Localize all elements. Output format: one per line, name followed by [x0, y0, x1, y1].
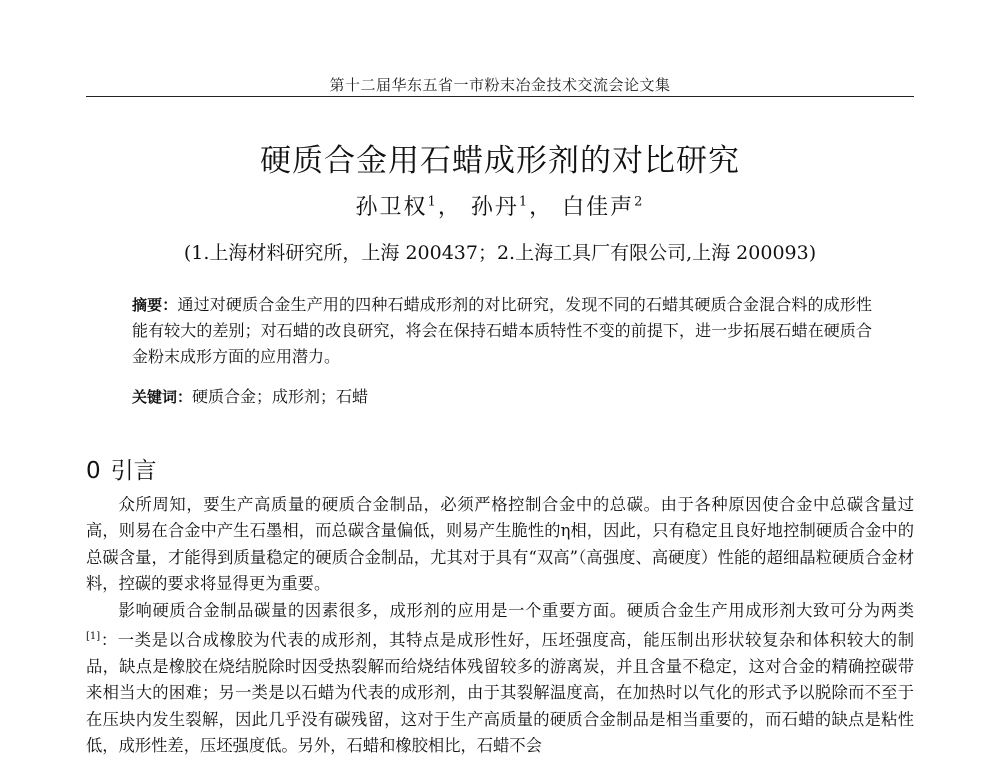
paragraph — [86, 598, 914, 760]
affiliation: (1.上海材料研究所，上海 200437；2.上海工具厂有限公司,上海 200093) — [183, 242, 817, 264]
citation-ref: [1] — [86, 631, 101, 643]
abstract-text: 通过对硬质合金生产用的四种石蜡成形剂的对比研究，发现不同的石蜡其硬质合金混合料的成形性能有较大的差别；对石蜡的改良研究，将会在保持石蜡本质特性不变的前提下，进一步拓展石蜡在硬质合金粉末成形方面的应用潜力。 — [132, 295, 872, 366]
section-heading — [86, 452, 157, 485]
abstract — [132, 292, 872, 370]
author-separator: ， — [437, 195, 462, 220]
author-name: 孙丹 — [470, 195, 519, 220]
author-list — [0, 190, 1000, 221]
paragraph-text: ：一类是以合成橡胶为代表的成形剂，其特点是成形性好，压坯强度高，能压制出形状较复杂和体积较大的制品，缺点是橡胶在烧结脱除时因受热裂解而给烧结体残留较多的游离炭，并且含量不稳定，这对合金的精确控碳带来相当大的困难；另一类是以石蜡为代表的成形剂，由于其裂解温度高，在加热时以气化的形式予以脱除而不至于在压块内发生裂解，因此几乎没有碳残留，这对于生产高质量的硬质合金制品是相当重要的，而石蜡的缺点是粘性低，成形性差，压坯强度低。另外，石蜡和橡胶相比，石蜡不会 — [86, 630, 914, 756]
running-header: 第十二届华东五省一市粉末冶金技术交流会论文集 — [329, 76, 671, 94]
section-title: 引言 — [110, 458, 157, 484]
header-rule — [86, 96, 914, 97]
keywords-label: 关键词： — [132, 388, 193, 406]
keywords-text: 硬质合金；成形剂；石蜡 — [192, 387, 369, 406]
paper-title: 硬质合金用石蜡成形剂的对比研究 — [260, 143, 740, 179]
paragraph: 众所周知，要生产高质量的硬质合金制品，必须严格控制合金中的总碳。由于各种原因使合金中总碳含量过高，则易在合金中产生石墨相，而总碳含量偏低，则易产生脆性的η相，因此，只有稳定且良好地控制硬质合金中的总碳含量，才能得到质量稳定的硬质合金制品，尤其对于具有“双高”（高强度、高硬度）性能的超细晶粒硬质合金材料，控碳的要求将显得更为重要。 — [86, 495, 914, 594]
section-number: 0 — [86, 458, 101, 484]
author-name: 孙卫权 — [355, 195, 428, 220]
paragraph-text: 影响硬质合金制品碳量的因素很多，成形剂的应用是一个重要方面。硬质合金生产用成形剂大致可分为两类 — [118, 600, 914, 620]
author-affil-mark: 1 — [427, 194, 438, 210]
author-affil-mark: 1 — [518, 194, 530, 210]
abstract-label: 摘要： — [132, 296, 178, 314]
body-text — [86, 492, 914, 759]
author-affil-mark: 2 — [634, 194, 645, 210]
keywords — [132, 384, 872, 407]
author-separator: ， — [529, 195, 554, 220]
author-name: 白佳声 — [562, 195, 635, 220]
